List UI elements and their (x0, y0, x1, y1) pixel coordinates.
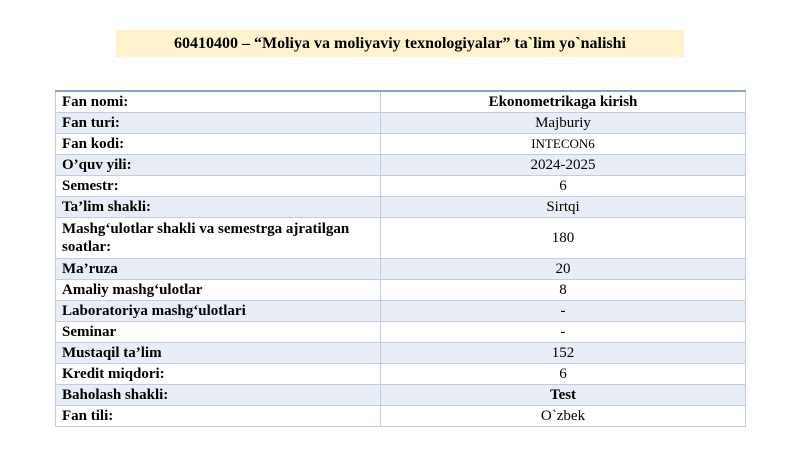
table-row (56, 134, 746, 155)
table-row (56, 259, 746, 280)
table-row (56, 343, 746, 364)
page-title (116, 30, 684, 57)
row-value: 180 (381, 218, 746, 259)
table-row (56, 155, 746, 176)
row-value: - (381, 322, 746, 343)
table-row (56, 91, 746, 113)
table-row (56, 322, 746, 343)
row-label: Baholash shakli: (56, 385, 381, 406)
row-label: Ma’ruza (56, 259, 381, 280)
row-value: Ekonometrikaga kirish (381, 91, 746, 113)
row-value: - (381, 301, 746, 322)
row-value: Sirtqi (381, 197, 746, 218)
row-label: Fan kodi: (56, 134, 381, 155)
row-label: Laboratoriya mashg‘ulotlari (56, 301, 381, 322)
row-label: O’quv yili: (56, 155, 381, 176)
row-value: 6 (381, 176, 746, 197)
row-label: Fan turi: (56, 113, 381, 134)
row-label: Kredit miqdori: (56, 364, 381, 385)
table-row (56, 364, 746, 385)
table-row (56, 176, 746, 197)
row-label: Ta’lim shakli: (56, 197, 381, 218)
table-row (56, 301, 746, 322)
row-value: 2024-2025 (381, 155, 746, 176)
row-value: INTECON6 (381, 134, 746, 155)
row-value: 20 (381, 259, 746, 280)
row-value: 152 (381, 343, 746, 364)
row-value: 6 (381, 364, 746, 385)
page-title-text: 60410400 – “Moliya va moliyaviy texnologiyalar” ta`lim yo`nalishi (174, 34, 626, 52)
row-label: Fan tili: (56, 406, 381, 427)
row-value: 8 (381, 280, 746, 301)
course-info-table (55, 90, 746, 427)
row-label: Fan nomi: (56, 91, 381, 113)
table-row (56, 406, 746, 427)
row-label: Mashg‘ulotlar shakli va semestrga ajratilgan soatlar: (56, 218, 381, 259)
table-row (56, 385, 746, 406)
row-label: Seminar (56, 322, 381, 343)
row-value: Majburiy (381, 113, 746, 134)
table-row (56, 197, 746, 218)
row-value: Test (381, 385, 746, 406)
row-label: Semestr: (56, 176, 381, 197)
table-row (56, 113, 746, 134)
row-label: Mustaqil ta’lim (56, 343, 381, 364)
row-label: Amaliy mashg‘ulotlar (56, 280, 381, 301)
table-row (56, 218, 746, 259)
table-row (56, 280, 746, 301)
row-value: O`zbek (381, 406, 746, 427)
